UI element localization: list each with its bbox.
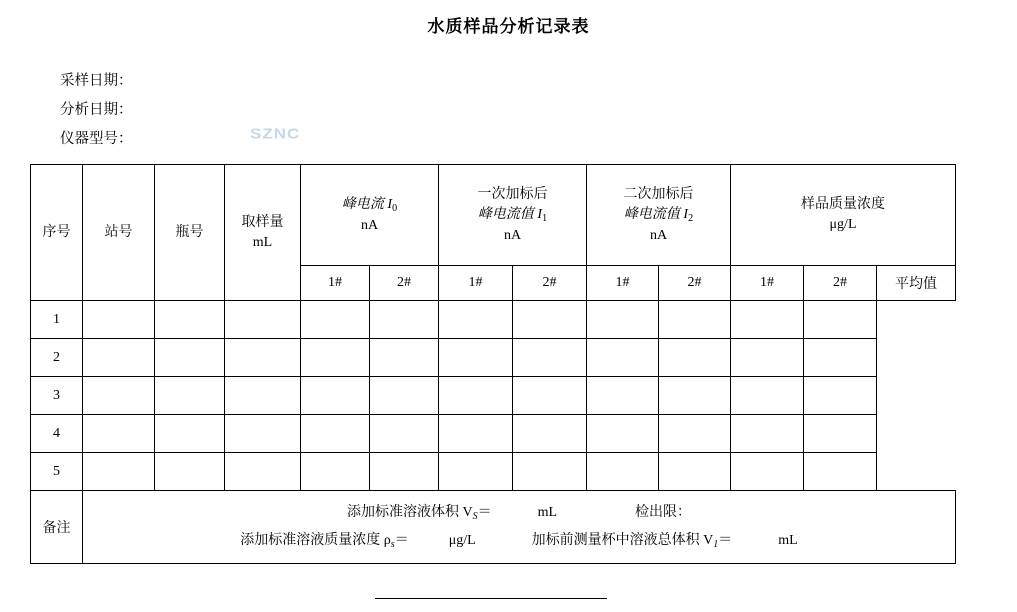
header-spike1-sub: 1: [542, 212, 548, 224]
notes-line-1: [83, 499, 955, 527]
row-serial-no: 2: [31, 339, 83, 377]
header-sample-volume-unit: mL: [252, 234, 273, 250]
notes-std-volume-sub: S: [472, 511, 478, 522]
subheader-spike1-1: 1#: [439, 266, 513, 301]
header-serial-no: 序号: [31, 165, 83, 301]
header-spike2-unit: nA: [649, 227, 668, 243]
row-cell[interactable]: [804, 339, 877, 377]
row-cell[interactable]: [439, 453, 513, 491]
notes-std-volume-unit: mL: [537, 505, 558, 520]
row-serial-no: 3: [31, 377, 83, 415]
subheader-spike1-2: 2#: [513, 266, 587, 301]
row-cell[interactable]: [225, 301, 301, 339]
document-page: [0, 12, 1017, 612]
header-spike1-line2: 峰电流值 I: [477, 206, 543, 222]
row-cell[interactable]: [513, 415, 587, 453]
subheader-concentration-1: 1#: [731, 266, 804, 301]
row-cell[interactable]: [587, 377, 659, 415]
row-cell[interactable]: [513, 339, 587, 377]
row-cell[interactable]: [731, 453, 804, 491]
row-cell[interactable]: [225, 453, 301, 491]
row-cell[interactable]: [804, 415, 877, 453]
header-spike2-sub: 2: [688, 212, 694, 224]
row-cell[interactable]: [155, 301, 225, 339]
header-spike2-peak-current: [587, 165, 731, 266]
header-bottle-no: 瓶号: [155, 165, 225, 301]
subheader-spike2-1: 1#: [587, 266, 659, 301]
notes-content: [83, 491, 956, 564]
row-cell[interactable]: [731, 415, 804, 453]
meta-label-instrument-model: 仪器型号：: [60, 131, 133, 147]
table-row: [31, 339, 956, 377]
table-row: [31, 415, 956, 453]
row-cell[interactable]: [301, 453, 370, 491]
header-spike2-line2: 峰电流值 I: [623, 206, 689, 222]
row-cell[interactable]: [587, 453, 659, 491]
row-cell[interactable]: [513, 301, 587, 339]
row-cell[interactable]: [804, 301, 877, 339]
row-cell[interactable]: [659, 377, 731, 415]
meta-field-instrument-model: [60, 125, 1017, 154]
row-cell[interactable]: [225, 339, 301, 377]
page-title: 水质样品分析记录表: [427, 17, 590, 36]
notes-row: [31, 491, 956, 564]
row-cell[interactable]: [155, 339, 225, 377]
row-cell[interactable]: [370, 453, 439, 491]
row-cell[interactable]: [659, 339, 731, 377]
header-peak-current-line1: 峰电流 I: [341, 196, 393, 212]
row-cell[interactable]: [301, 301, 370, 339]
subheader-peak-current-1: 1#: [301, 266, 370, 301]
meta-block: [60, 67, 1017, 154]
analysis-record-table: [30, 164, 956, 564]
watermark-logo: SZNC: [250, 125, 301, 142]
meta-label-analysis-date: 分析日期：: [60, 102, 133, 118]
row-cell[interactable]: [370, 377, 439, 415]
meta-field-sampling-date: [60, 67, 1017, 96]
row-cell[interactable]: [370, 301, 439, 339]
subheader-concentration-2: 2#: [804, 266, 877, 301]
notes-std-conc-eq: ＝: [394, 533, 409, 548]
row-cell[interactable]: [155, 377, 225, 415]
row-cell[interactable]: [439, 377, 513, 415]
row-cell[interactable]: [370, 339, 439, 377]
row-cell[interactable]: [83, 415, 155, 453]
row-cell[interactable]: [731, 339, 804, 377]
header-spike1-unit: nA: [503, 227, 522, 243]
row-serial-no: 1: [31, 301, 83, 339]
header-sample-volume-line1: 取样量: [241, 214, 284, 230]
notes-cup-volume-eq: ＝: [718, 533, 733, 548]
notes-std-volume-eq: ＝: [477, 505, 492, 520]
notes-std-conc-label: 添加标准溶液质量浓度 ρ: [240, 533, 391, 548]
row-cell[interactable]: [513, 453, 587, 491]
row-cell[interactable]: [587, 339, 659, 377]
notes-label: 备注: [31, 491, 83, 564]
subheader-concentration-average: 平均值: [877, 266, 956, 301]
row-cell[interactable]: [804, 453, 877, 491]
row-cell[interactable]: [439, 415, 513, 453]
notes-cup-volume-unit: mL: [778, 533, 798, 548]
row-cell[interactable]: [659, 415, 731, 453]
row-cell[interactable]: [370, 415, 439, 453]
meta-label-sampling-date: 采样日期：: [60, 73, 133, 89]
row-cell[interactable]: [155, 453, 225, 491]
row-cell[interactable]: [731, 301, 804, 339]
row-cell[interactable]: [731, 377, 804, 415]
row-cell[interactable]: [587, 301, 659, 339]
row-cell[interactable]: [301, 377, 370, 415]
notes-cup-volume-sub: 1: [713, 539, 719, 550]
header-peak-current: [301, 165, 439, 266]
row-cell[interactable]: [659, 301, 731, 339]
row-cell[interactable]: [225, 415, 301, 453]
table-row: [31, 453, 956, 491]
header-peak-current-unit: nA: [360, 217, 379, 233]
notes-line-2: [83, 527, 955, 555]
row-cell[interactable]: [83, 301, 155, 339]
row-cell[interactable]: [225, 377, 301, 415]
row-cell[interactable]: [587, 415, 659, 453]
row-cell[interactable]: [83, 453, 155, 491]
notes-detection-limit-label: 检出限：: [635, 505, 692, 520]
header-sample-concentration-line1: 样品质量浓度: [801, 197, 886, 212]
row-serial-no: 4: [31, 415, 83, 453]
row-cell[interactable]: [513, 377, 587, 415]
row-cell[interactable]: [83, 339, 155, 377]
row-cell[interactable]: [301, 339, 370, 377]
header-spike2-line1: 二次加标后: [623, 186, 694, 202]
header-sample-volume: [225, 165, 301, 301]
header-spike1-line1: 一次加标后: [477, 186, 548, 202]
row-cell[interactable]: [439, 301, 513, 339]
subheader-spike2-2: 2#: [659, 266, 731, 301]
table-row: [31, 377, 956, 415]
header-spike1-peak-current: [439, 165, 587, 266]
notes-std-volume-label: 添加标准溶液体积 V: [346, 505, 473, 520]
notes-std-conc-unit: μg/L: [448, 533, 476, 548]
row-cell[interactable]: [439, 339, 513, 377]
row-cell[interactable]: [155, 415, 225, 453]
header-sample-concentration-unit: μg/L: [829, 217, 857, 232]
meta-field-analysis-date: [60, 96, 1017, 125]
header-station-no: 站号: [83, 165, 155, 301]
row-cell[interactable]: [804, 377, 877, 415]
row-cell[interactable]: [659, 453, 731, 491]
row-cell[interactable]: [301, 415, 370, 453]
subheader-peak-current-2: 2#: [370, 266, 439, 301]
row-serial-no: 5: [31, 453, 83, 491]
row-cell[interactable]: [83, 377, 155, 415]
footer-divider: [375, 598, 607, 599]
header-peak-current-sub: 0: [392, 202, 398, 214]
header-sample-concentration: [731, 165, 956, 266]
notes-std-conc-sub: s: [390, 539, 395, 550]
notes-cup-volume-label: 加标前测量杯中溶液总体积 V: [531, 533, 714, 548]
table-row: [31, 301, 956, 339]
